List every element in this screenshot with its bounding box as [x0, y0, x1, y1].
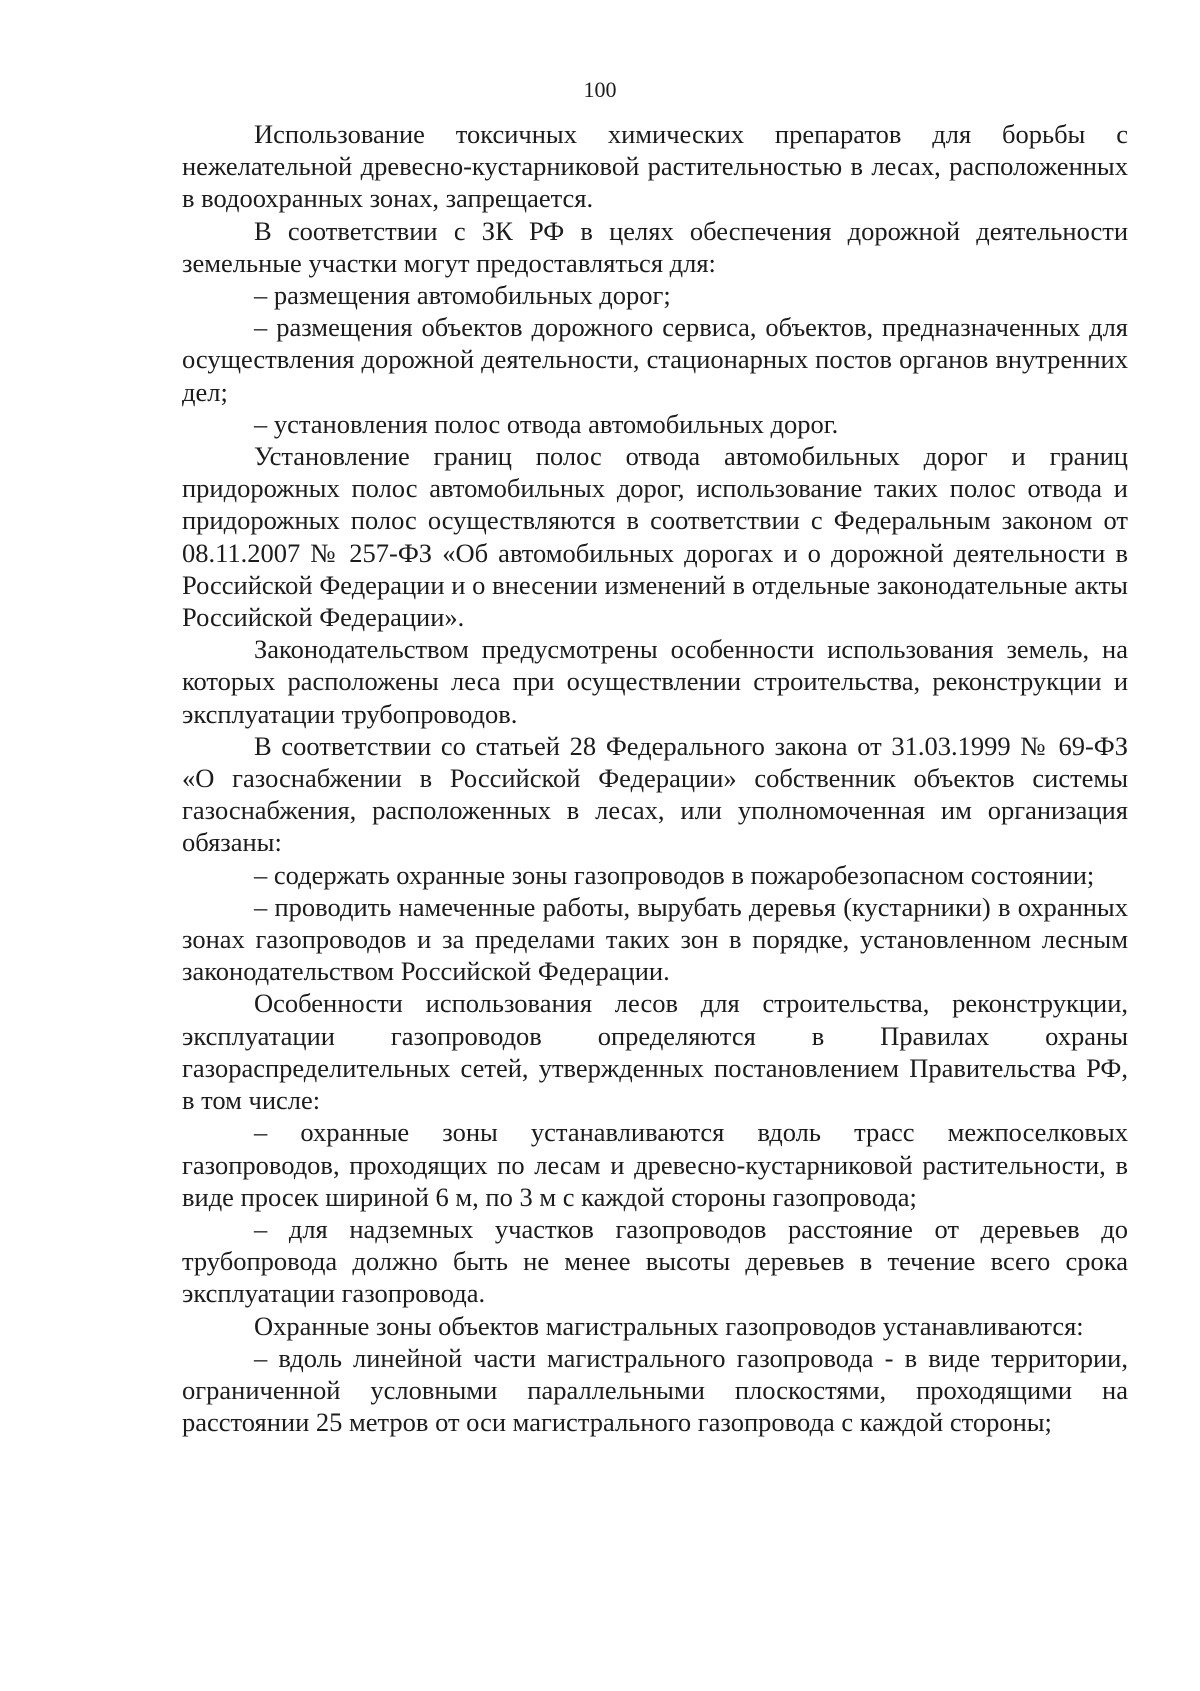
list-item-protection-zones: – охранные зоны устанавливаются вдоль трасс межпоселковых газопроводов, проходящих по лесам и древесно-кустарниковой растительности, в виде просек шириной 6 м, по 3 м с каждой стороны газопровода; [182, 1117, 1128, 1212]
list-item-road-service-objects: – размещения объектов дорожного сервиса, объектов, предназначенных для осуществления дорожной деятельности, стационарных постов органов внутренних дел; [182, 312, 1128, 407]
list-item-linear-part: – вдоль линейной части магистрального газопровода - в виде территории, ограниченной условными параллельными плоскостями, проходящими на расстоянии 25 метров от оси магистрального газопровода с каждой стороны; [182, 1342, 1128, 1438]
paragraph-toxic-chemicals-ban: Использование токсичных химических препаратов для борьбы с нежелательной древесно-кустарниковой растительностью в лесах, расположенных в водоохранных зонах, запрещается. [182, 119, 1128, 214]
list-item-tree-cutting: – проводить намеченные работы, вырубать деревья (кустарники) в охранных зонах газопроводов и за пределами таких зон в порядке, установленном лесным законодательством Российской Федерации. [182, 891, 1128, 987]
page-number: 100 [583, 77, 617, 102]
list-item-right-of-way: – установления полос отвода автомобильных дорог. [254, 408, 839, 439]
paragraph-road-land-provision: В соответствии с ЗК РФ в целях обеспечения дорожной деятельности земельные участки могут предоставляться для: [182, 215, 1128, 278]
paragraph-gas-supply-law: В соответствии со статьей 28 Федерального закона от 31.03.1999 № 69-ФЗ «О газоснабжении в Российской Федерации» собственник объектов системы газоснабжения, расположенных в лесах, или уполномоченная им организация обязаны: [182, 730, 1128, 858]
list-item-above-ground-sections: – для надземных участков газопроводов расстояние от деревьев до трубопровода должно быть не менее высоты деревьев в течение всего срока эксплуатации газопровода. [182, 1213, 1128, 1309]
document-body [182, 118, 1128, 1438]
list-item-road-placement: – размещения автомобильных дорог; [254, 280, 671, 311]
paragraph-pipeline-land-use: Законодательством предусмотрены особенности использования земель, на которых расположены леса при осуществлении строительства, реконструкции и эксплуатации трубопроводов. [182, 634, 1128, 729]
paragraph-main-pipeline-zones: Охранные зоны объектов магистральных газопроводов устанавливаются: [254, 1310, 1084, 1341]
list-item-fire-safety: – содержать охранные зоны газопроводов в пожаробезопасном состоянии; [254, 859, 1095, 890]
paragraph-gas-network-rules: Особенности использования лесов для строительства, реконструкции, эксплуатации газопроводов определяются в Правилах охраны газораспределительных сетей, утвержденных постановлением Правительства РФ, в том числе: [182, 988, 1128, 1116]
paragraph-right-of-way-law: Установление границ полос отвода автомобильных дорог и границ придорожных полос автомобильных дорог, использование таких полос отвода и придорожных полос осуществляются в соответствии с Федеральным законом от 08.11.2007 № 257-ФЗ «Об автомобильных дорогах и о дорожной деятельности в Российской Федерации и о внесении изменений в отдельные законодательные акты Российской Федерации». [182, 441, 1128, 633]
